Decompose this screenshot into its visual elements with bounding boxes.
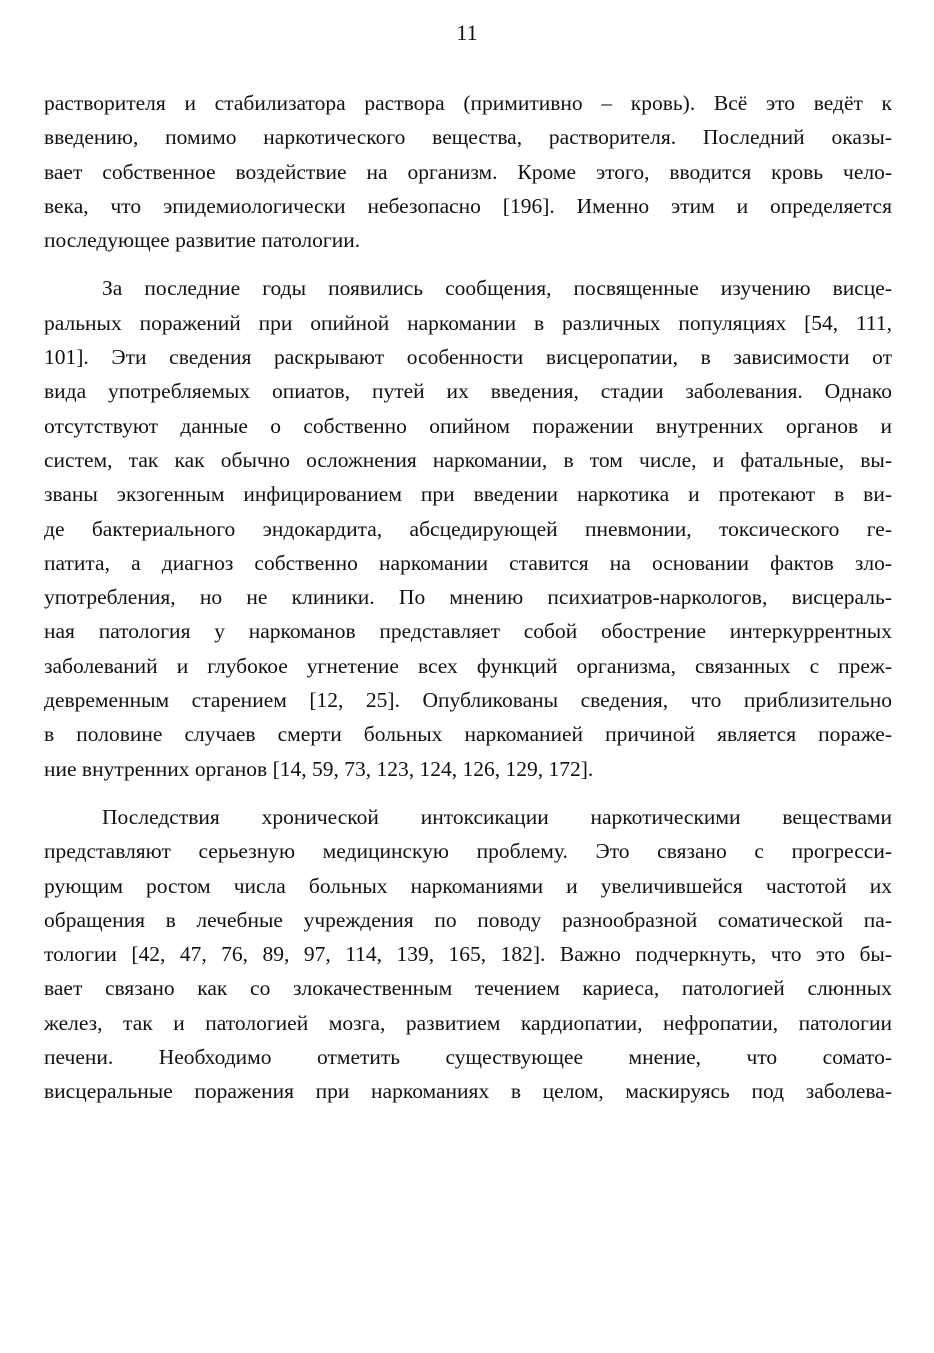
text-line: века, что эпидемиологически небезопасно [196]. Именно этим и определяется: [44, 193, 892, 218]
page-number: 11: [456, 20, 478, 45]
paragraph-1: [44, 86, 892, 257]
text-line: заболеваний и глубокое угнетение всех функций организма, связанных с преж-: [44, 653, 892, 678]
text-line: систем, так как обычно осложнения наркомании, в том числе, и фатальные, вы-: [44, 447, 892, 472]
text-line: ральных поражений при опийной наркомании в различных популяциях [54, 111,: [44, 310, 892, 335]
text-line: 101]. Эти сведения раскрывают особенности висцеропатии, в зависимости от: [44, 345, 892, 370]
text-line: тологии [42, 47, 76, 89, 97, 114, 139, 165, 182]. Важно подчеркнуть, что это бы-: [44, 942, 892, 967]
text-line: печени. Необходимо отметить существующее мнение, что сомато-: [44, 1045, 892, 1070]
text-line: девременным старением [12, 25]. Опубликованы сведения, что приблизительно: [44, 688, 892, 713]
text-line: отсутствуют данные о собственно опийном поражении внутренних органов и: [44, 413, 892, 438]
text-line: рующим ростом числа больных наркоманиями и увеличившейся частотой их: [44, 873, 892, 898]
text-line: патита, а диагноз собственно наркомании ставится на основании фактов зло-: [44, 550, 892, 575]
paragraph-3: [44, 800, 892, 1109]
paragraph-gap: [44, 786, 892, 800]
text-line: висцеральные поражения при наркоманиях в целом, маскируясь под заболева-: [44, 1079, 892, 1104]
text-line: введению, помимо наркотического вещества, растворителя. Последний оказы-: [44, 125, 892, 150]
paragraph-2: [44, 271, 892, 785]
text-line: де бактериального эндокардита, абсцедирующей пневмонии, токсического ге-: [44, 516, 892, 541]
paragraph-gap: [44, 257, 892, 271]
text-line: последующее развитие патологии.: [44, 228, 361, 253]
text-line: представляют серьезную медицинскую проблему. Это связано с прогресси-: [44, 839, 892, 864]
text-line: ние внутренних органов [14, 59, 73, 123, 124, 126, 129, 172].: [44, 756, 594, 781]
text-line: званы экзогенным инфицированием при введении наркотика и протекают в ви-: [44, 482, 892, 507]
text-line: вает связано как со злокачественным течением кариеса, патологией слюнных: [44, 976, 892, 1001]
text-line: Последствия хронической интоксикации наркотическими веществами: [102, 804, 892, 829]
text-line: обращения в лечебные учреждения по поводу разнообразной соматической па-: [44, 907, 892, 932]
text-line: За последние годы появились сообщения, посвященные изучению висце-: [102, 276, 892, 301]
text-line: вает собственное воздействие на организм. Кроме этого, вводится кровь чело-: [44, 159, 892, 184]
text-line: вида употребляемых опиатов, путей их введения, стадии заболевания. Однако: [44, 379, 892, 404]
text-line: ная патология у наркоманов представляет собой обострение интеркуррентных: [44, 619, 892, 644]
text-line: в половине случаев смерти больных наркоманией причиной является пораже-: [44, 722, 892, 747]
text-line: желез, так и патологией мозга, развитием кардиопатии, нефропатии, патологии: [44, 1010, 892, 1035]
text-line: растворителя и стабилизатора раствора (примитивно – кровь). Всё это ведёт к: [44, 91, 892, 115]
document-body: [44, 86, 892, 1109]
text-line: употребления, но не клиники. По мнению психиатров-наркологов, висцераль-: [44, 585, 892, 610]
